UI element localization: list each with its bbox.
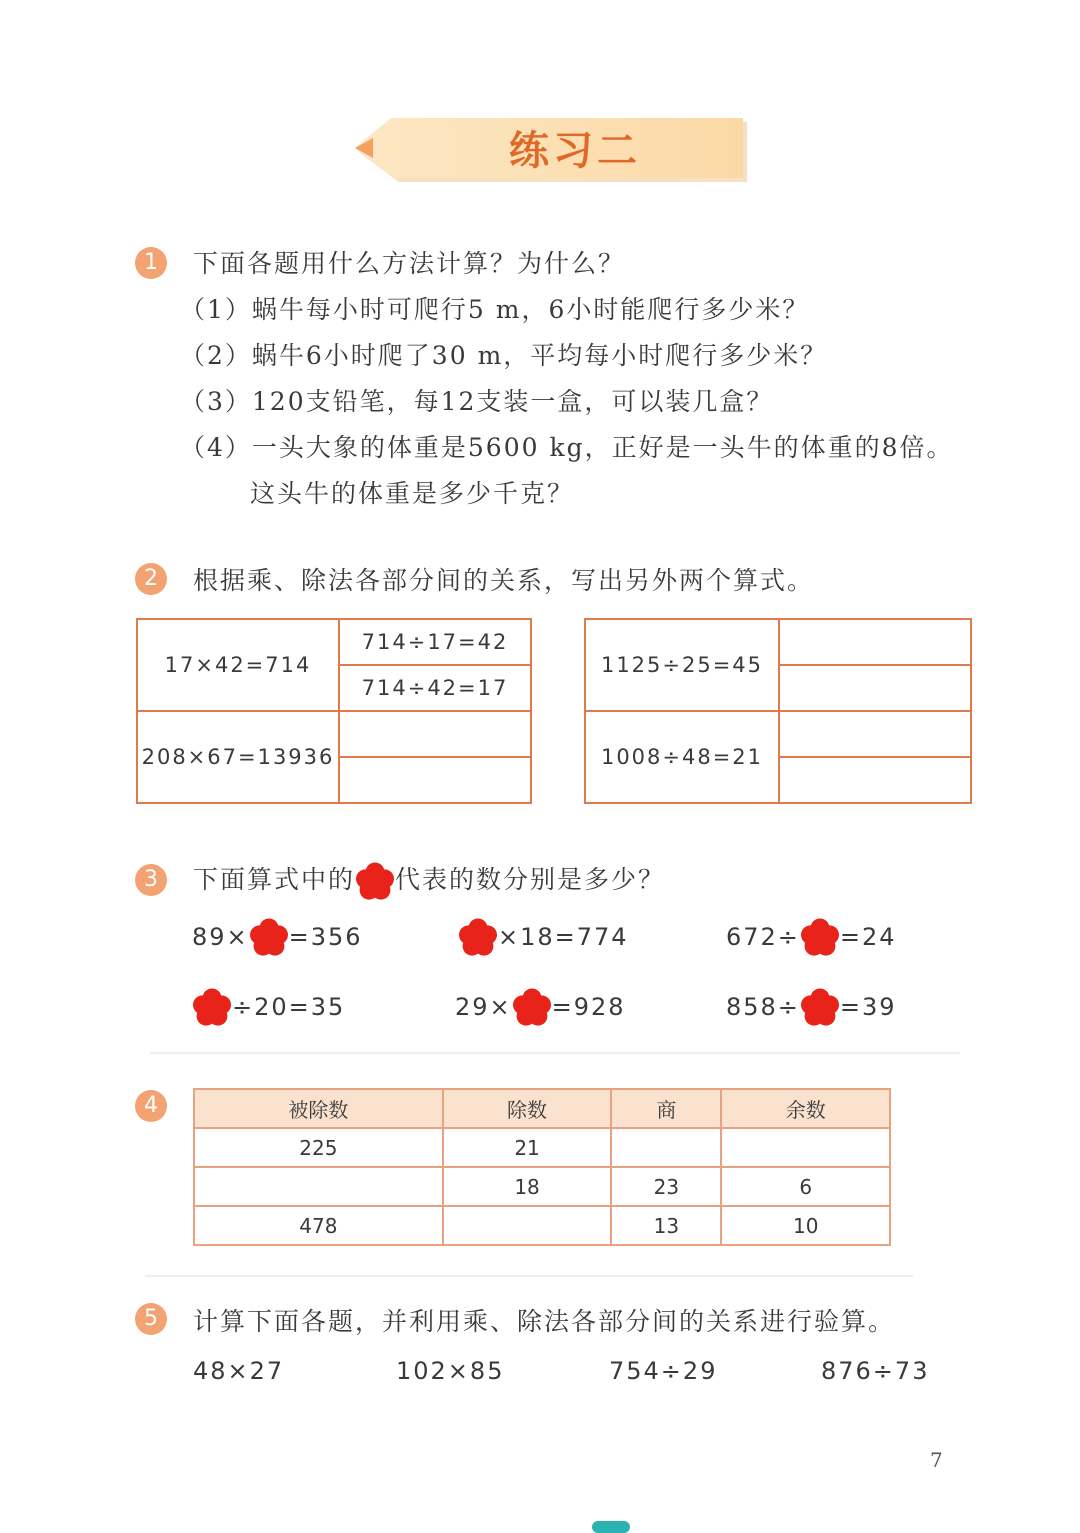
table-header-row	[194, 1089, 890, 1128]
flower-icon	[512, 988, 552, 1028]
q5-expression: 48×27	[193, 1357, 285, 1385]
q3-prompt	[193, 860, 665, 902]
rel-blank	[779, 757, 971, 803]
rel-blank	[779, 665, 971, 711]
q3-equation	[458, 918, 629, 958]
divider	[150, 1052, 960, 1054]
eq-post: =356	[288, 923, 363, 951]
eq-pre: 672÷	[726, 923, 800, 951]
q1-prompt: 下面各题用什么方法计算？为什么？	[193, 249, 626, 278]
rel-derived: 714÷42=17	[339, 665, 531, 711]
flower-icon	[249, 918, 289, 958]
rel-blank	[339, 711, 531, 757]
page-tab-marker	[592, 1521, 630, 1533]
rel-main: 1125÷25=45	[585, 619, 779, 711]
column-header: 除数	[443, 1089, 612, 1128]
table-cell	[721, 1128, 890, 1167]
rel-blank	[779, 711, 971, 757]
table-row	[194, 1206, 890, 1245]
eq-pre: 29×	[455, 993, 512, 1021]
table-cell	[443, 1206, 612, 1245]
division-table	[193, 1088, 891, 1246]
flower-icon	[800, 988, 840, 1028]
page-title: 练习二	[509, 128, 641, 174]
q3-equation	[455, 988, 626, 1028]
q5-prompt: 计算下面各题，并利用乘、除法各部分间的关系进行验算。	[193, 1307, 896, 1336]
flower-icon	[458, 918, 498, 958]
q3-equation	[192, 918, 363, 958]
table-cell: 13	[611, 1206, 721, 1245]
rel-blank	[339, 757, 531, 803]
question-number-3: 3	[135, 864, 167, 896]
table-cell: 478	[194, 1206, 443, 1245]
rel-derived: 714÷17=42	[339, 619, 531, 665]
rel-blank	[779, 619, 971, 665]
table-cell: 6	[721, 1167, 890, 1206]
table-row	[194, 1167, 890, 1206]
page-number: 7	[930, 1448, 943, 1472]
table-cell: 18	[443, 1167, 612, 1206]
q1-item-3: （3）120支铅笔，每12支装一盒，可以装几盒？	[180, 387, 774, 416]
question-number-2: 2	[135, 563, 167, 595]
q1-item-2: （2）蜗牛6小时爬了30 m，平均每小时爬行多少米？	[180, 341, 828, 370]
flower-icon	[355, 862, 395, 902]
flower-icon	[192, 988, 232, 1028]
eq-post: =24	[839, 923, 897, 951]
q5-expression: 876÷73	[821, 1357, 930, 1385]
rel-main: 17×42=714	[137, 619, 339, 711]
table-cell: 10	[721, 1206, 890, 1245]
rel-main: 208×67=13936	[137, 711, 339, 803]
table-row	[194, 1128, 890, 1167]
flower-icon	[800, 918, 840, 958]
table-cell: 23	[611, 1167, 721, 1206]
table-cell	[611, 1128, 721, 1167]
relation-table-right	[584, 618, 972, 804]
eq-post: =39	[839, 993, 897, 1021]
question-number-5: 5	[135, 1303, 167, 1335]
q3-equation	[726, 918, 897, 958]
eq-post: =928	[551, 993, 626, 1021]
column-header: 商	[611, 1089, 721, 1128]
question-number-1: 1	[135, 247, 167, 279]
question-number-4: 4	[135, 1090, 167, 1122]
q3-equation	[192, 988, 345, 1028]
column-header: 被除数	[194, 1089, 443, 1128]
relation-table-left	[136, 618, 532, 804]
column-header: 余数	[721, 1089, 890, 1128]
q5-expression: 754÷29	[609, 1357, 718, 1385]
q3-equation	[726, 988, 897, 1028]
q3-prompt-before: 下面算式中的	[193, 865, 356, 894]
q5-expression: 102×85	[396, 1357, 505, 1385]
q2-prompt: 根据乘、除法各部分间的关系，写出另外两个算式。	[193, 566, 815, 595]
eq-post: ×18=774	[498, 923, 629, 951]
title-banner	[355, 116, 751, 186]
eq-pre: 858÷	[726, 993, 800, 1021]
divider	[145, 1275, 913, 1277]
q1-item-1: （1）蜗牛每小时可爬行5 m，6小时能爬行多少米？	[180, 295, 810, 324]
q3-prompt-after: 代表的数分别是多少？	[395, 865, 666, 894]
eq-post: ÷20=35	[232, 993, 346, 1021]
eq-pre: 89×	[192, 923, 249, 951]
q1-item-4-cont: 这头牛的体重是多少千克？	[250, 479, 575, 508]
rel-main: 1008÷48=21	[585, 711, 779, 803]
table-cell: 225	[194, 1128, 443, 1167]
table-cell	[194, 1167, 443, 1206]
table-cell: 21	[443, 1128, 612, 1167]
q1-item-4: （4）一头大象的体重是5600 kg，正好是一头牛的体重的8倍。	[180, 433, 954, 462]
